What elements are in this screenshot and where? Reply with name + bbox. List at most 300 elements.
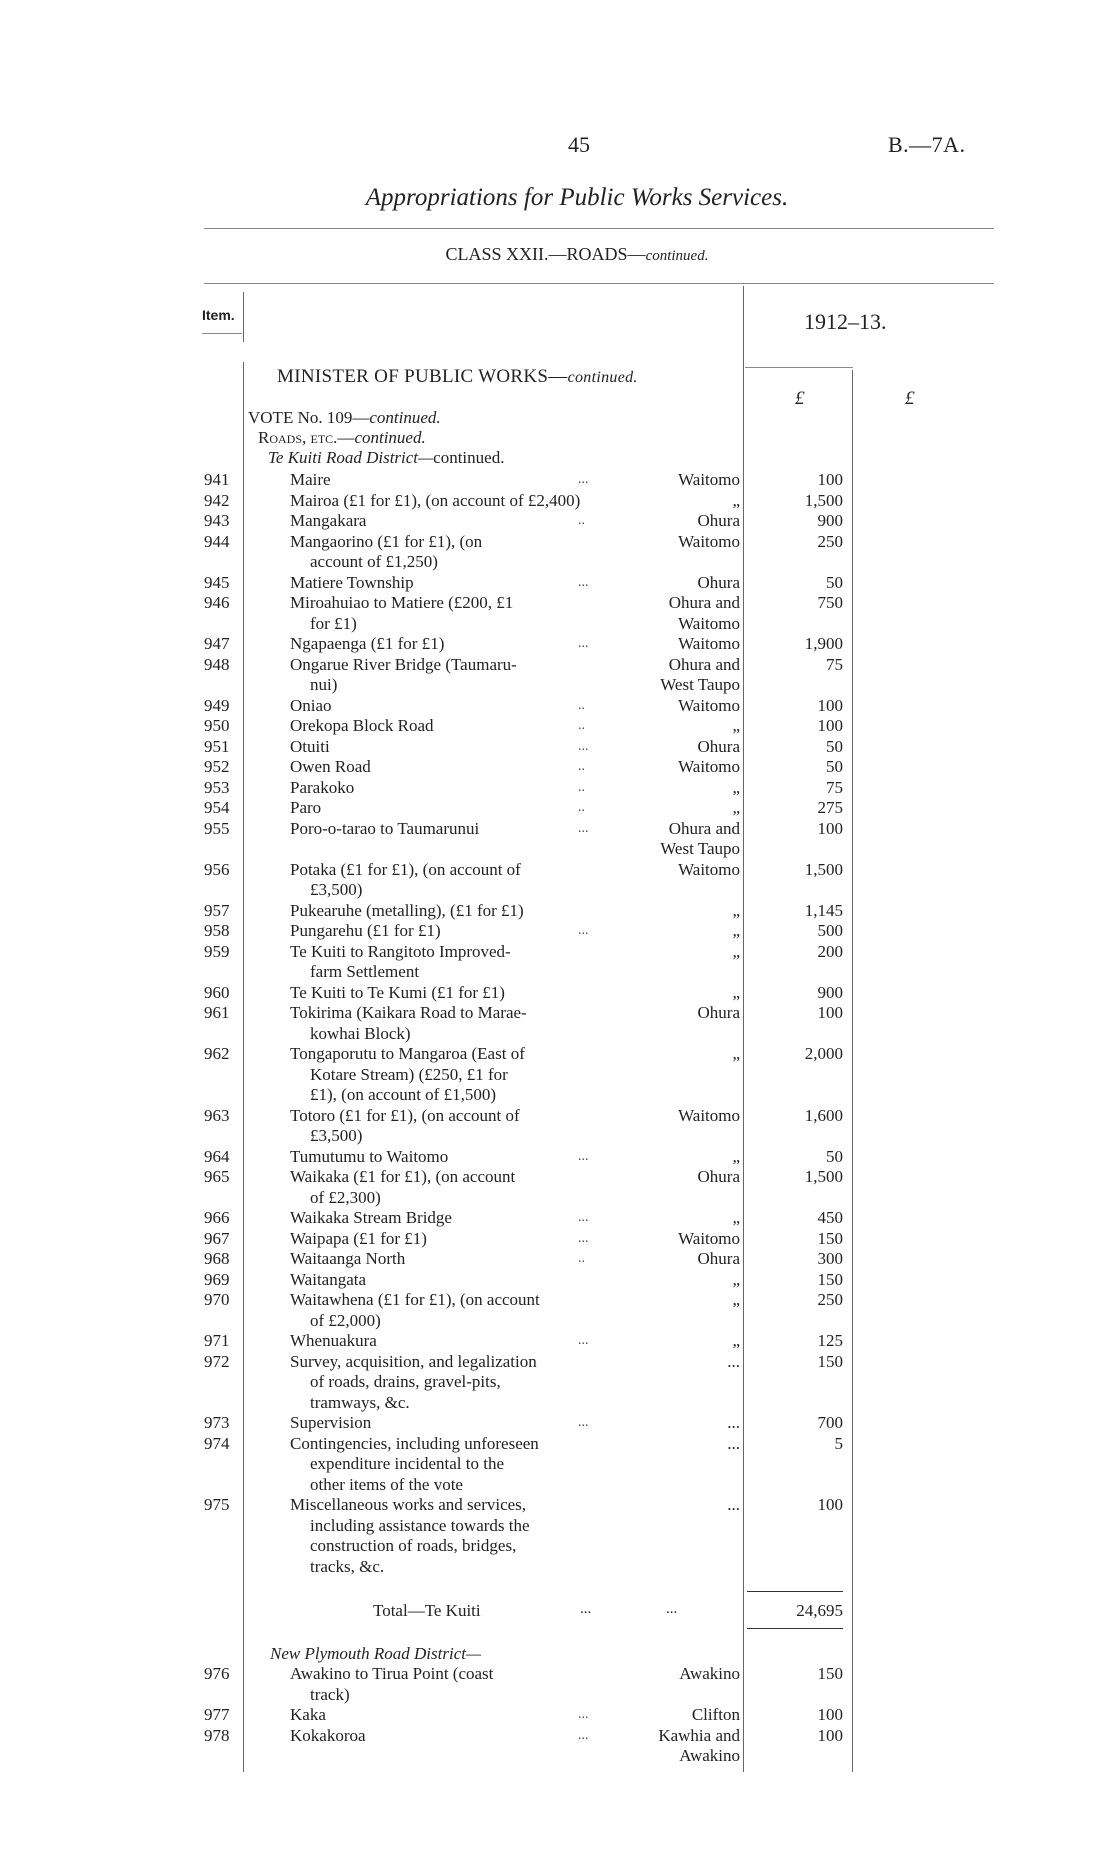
- district-line: „: [732, 900, 740, 920]
- item-amount: 100: [817, 470, 843, 489]
- district-line: Waitomo: [678, 531, 740, 551]
- item-description: [290, 1413, 606, 1434]
- item-district: [620, 901, 740, 922]
- item-number: 976: [204, 1664, 230, 1683]
- description-line: Potaka (£1 for £1), (on account of: [290, 859, 521, 879]
- item-amount: 1,500: [804, 1167, 843, 1186]
- item-number: 964: [204, 1146, 230, 1166]
- item-district: [620, 1270, 740, 1291]
- description-line: track): [310, 1684, 350, 1704]
- description-line: Waitawhena (£1 for £1), (on account: [290, 1290, 540, 1309]
- item-description: [290, 1044, 606, 1106]
- item-district: [620, 921, 740, 942]
- item-district: [620, 1290, 740, 1311]
- item-number: 948: [204, 654, 230, 674]
- item-amount: 1,500: [804, 859, 843, 879]
- leader-dots: ...: [578, 1727, 589, 1743]
- class-heading-continued: continued.: [645, 248, 709, 264]
- item-district: [620, 1044, 740, 1065]
- item-description: [290, 778, 606, 799]
- description-line: Mangakara: [290, 511, 367, 530]
- leader-dots: ..: [578, 697, 585, 713]
- district-heading-text: Te Kuiti Road District—: [268, 448, 434, 467]
- item-number: 942: [204, 490, 230, 510]
- item-number: 967: [204, 1228, 230, 1248]
- item-number: 941: [204, 470, 230, 489]
- item-description: [290, 942, 606, 983]
- description-line: Kokakoroa: [290, 1725, 366, 1745]
- district-line: Ohura: [697, 1003, 740, 1022]
- district-line: „: [732, 941, 740, 961]
- item-amount: 5: [834, 1433, 843, 1453]
- description-line: Pungarehu (£1 for £1): [290, 921, 441, 940]
- description-line: Poro-o-tarao to Taumarunui: [290, 818, 480, 838]
- item-description: [290, 716, 606, 737]
- item-amount: 500: [817, 921, 843, 940]
- item-description: [290, 573, 606, 594]
- item-amount: 100: [817, 1705, 843, 1724]
- item-description: [290, 798, 606, 819]
- description-line: Mangaorino (£1 for £1), (on: [290, 531, 483, 551]
- description-line: Mairoa (£1 for £1), (on account of £2,400): [290, 490, 581, 510]
- item-amount: 900: [817, 982, 843, 1002]
- total-label: Total—Te Kuiti: [373, 1601, 481, 1620]
- district-line: ...: [727, 1433, 740, 1453]
- item-amount: 1,600: [804, 1105, 843, 1125]
- item-district: [620, 1413, 740, 1434]
- leader-dots: ..: [578, 779, 585, 795]
- district-heading-new-plymouth: [270, 1644, 481, 1664]
- item-amount: 100: [817, 818, 843, 838]
- item-description: [290, 1434, 606, 1496]
- amount-column-rule-left: [743, 286, 744, 1772]
- district-line: „: [732, 1146, 740, 1166]
- leader-dots: ..: [578, 759, 585, 774]
- item-column-header: Item.: [202, 307, 235, 323]
- district-line: Waitomo: [678, 634, 740, 653]
- item-district: [620, 1147, 740, 1168]
- item-amount: 275: [817, 798, 843, 817]
- item-amount: 75: [826, 777, 843, 797]
- item-amount: 300: [817, 1249, 843, 1268]
- item-amount: 750: [817, 593, 843, 612]
- item-amount: 50: [826, 757, 843, 776]
- item-description: [290, 1726, 606, 1747]
- item-number: 955: [204, 818, 230, 838]
- district-line: Awakino: [679, 1746, 740, 1765]
- item-header-underline: [202, 333, 242, 334]
- item-number: 958: [204, 921, 230, 940]
- item-description: [290, 1705, 606, 1726]
- leader-dots: ..: [578, 718, 585, 733]
- district-heading-te-kuiti: [268, 448, 504, 468]
- description-line: Te Kuiti to Rangitoto Improved-: [290, 941, 511, 961]
- district-line: Waitomo: [678, 1105, 740, 1125]
- item-column-rule-lower: [243, 362, 244, 1772]
- district-line: ...: [727, 1351, 740, 1371]
- total-leader-dots: ...: [580, 1601, 592, 1617]
- item-district: [620, 1352, 740, 1373]
- district-line: „: [732, 1290, 740, 1309]
- minister-heading-text: MINISTER OF PUBLIC WORKS—: [277, 366, 568, 387]
- item-district: [620, 1664, 740, 1685]
- district-line: Ohura: [697, 736, 740, 756]
- leader-dots: ...: [578, 738, 589, 754]
- description-line: construction of roads, bridges,: [310, 1536, 517, 1555]
- description-line: £3,500): [310, 1126, 363, 1145]
- item-amount: 1,500: [804, 490, 843, 510]
- item-amount: 150: [817, 1664, 843, 1683]
- district-line: Kawhia and: [658, 1725, 740, 1745]
- item-description: [290, 470, 606, 491]
- item-district: [620, 860, 740, 881]
- leader-dots: ...: [578, 923, 589, 938]
- leader-dots: ...: [578, 574, 589, 590]
- item-number: 944: [204, 531, 230, 551]
- district-line: „: [732, 982, 740, 1002]
- item-description: [290, 1208, 606, 1229]
- district-line: Waitomo: [678, 470, 740, 489]
- description-line: Totoro (£1 for £1), (on account of: [290, 1105, 520, 1125]
- item-district: [620, 1495, 740, 1516]
- leader-dots: ...: [578, 1415, 589, 1430]
- item-number: 945: [204, 572, 230, 592]
- roads-heading-text: Roads, etc.—: [258, 428, 355, 447]
- description-line: Miroahuiao to Matiere (£200, £1: [290, 593, 514, 612]
- item-number: 946: [204, 593, 230, 612]
- district-line: Waitomo: [678, 613, 740, 633]
- description-line: Orekopa Block Road: [290, 716, 434, 735]
- description-line: £3,500): [310, 880, 363, 899]
- item-description: [290, 1270, 606, 1291]
- item-district: [620, 798, 740, 819]
- leader-dots: ...: [578, 1707, 589, 1722]
- leader-dots: ..: [578, 800, 585, 815]
- item-number: 963: [204, 1105, 230, 1125]
- item-description: [290, 901, 606, 922]
- item-district: [620, 532, 740, 553]
- item-amount: 50: [826, 572, 843, 592]
- item-description: [290, 634, 606, 655]
- district-line: „: [732, 1044, 740, 1063]
- item-district: [620, 573, 740, 594]
- item-amount: 900: [817, 511, 843, 530]
- item-number: 965: [204, 1167, 230, 1186]
- item-district: [620, 1167, 740, 1188]
- description-line: Owen Road: [290, 757, 371, 776]
- description-line: Waikaka (£1 for £1), (on account: [290, 1167, 516, 1186]
- class-heading: [0, 244, 1114, 265]
- district-heading-continued: continued.: [433, 448, 505, 467]
- item-number: 950: [204, 716, 230, 735]
- total-leader-dots-2: ...: [666, 1601, 678, 1617]
- item-description: [290, 1249, 606, 1270]
- description-line: Awakino to Tirua Point (coast: [290, 1664, 494, 1683]
- description-line: Waitangata: [290, 1269, 367, 1289]
- district-heading-text-2: New Plymouth Road District—: [270, 1644, 482, 1663]
- item-description: [290, 532, 606, 573]
- description-line: Waikaka Stream Bridge: [290, 1208, 452, 1227]
- item-description: [290, 1290, 606, 1331]
- vote-heading: [248, 408, 441, 428]
- leader-dots: ...: [578, 472, 589, 487]
- district-line: „: [732, 777, 740, 797]
- item-district: [620, 1208, 740, 1229]
- item-column-rule: [243, 292, 244, 342]
- item-description: [290, 1352, 606, 1414]
- total-rule-bottom: [747, 1628, 843, 1629]
- description-line: Ngapaenga (£1 for £1): [290, 634, 445, 653]
- item-amount: 700: [817, 1413, 843, 1432]
- district-line: ...: [727, 1495, 740, 1514]
- district-line: Awakino: [679, 1664, 740, 1683]
- item-description: [290, 511, 606, 532]
- district-line: Ohura: [697, 511, 740, 530]
- district-line: West Taupo: [660, 675, 740, 694]
- item-district: [620, 470, 740, 491]
- total-amount: 24,695: [796, 1601, 843, 1620]
- description-line: Contingencies, including unforeseen: [290, 1433, 539, 1453]
- item-district: [620, 1705, 740, 1726]
- district-line: „: [732, 798, 740, 817]
- item-amount: 50: [826, 1146, 843, 1166]
- item-number: 947: [204, 634, 230, 653]
- item-district: [620, 1434, 740, 1455]
- item-description: [290, 983, 606, 1004]
- item-district: [620, 716, 740, 737]
- district-line: „: [732, 490, 740, 510]
- item-amount: 75: [826, 654, 843, 674]
- item-number: 957: [204, 900, 230, 920]
- item-district: [620, 655, 740, 696]
- description-line: Waipapa (£1 for £1): [290, 1228, 427, 1248]
- leader-dots: ...: [578, 1148, 589, 1164]
- description-line: including assistance towards the: [310, 1515, 530, 1535]
- district-line: „: [732, 921, 740, 940]
- item-district: [620, 819, 740, 860]
- description-line: account of £1,250): [310, 552, 438, 571]
- description-line: Paro: [290, 798, 322, 817]
- item-amount: 100: [817, 1003, 843, 1022]
- description-line: Survey, acquisition, and legalization: [290, 1351, 537, 1371]
- description-line: Oniao: [290, 695, 332, 715]
- item-number: 978: [204, 1725, 230, 1745]
- district-line: Waitomo: [678, 695, 740, 715]
- item-district: [620, 593, 740, 634]
- item-district: [620, 1331, 740, 1352]
- item-amount: 1,900: [804, 634, 843, 653]
- leader-dots: ...: [578, 820, 589, 836]
- item-district: [620, 983, 740, 1004]
- leader-dots: ...: [578, 1230, 589, 1246]
- item-description: [290, 860, 606, 901]
- item-district: [620, 1726, 740, 1767]
- item-description: [290, 757, 606, 778]
- item-number: 943: [204, 511, 230, 530]
- item-district: [620, 491, 740, 512]
- district-line: Ohura and: [668, 593, 740, 612]
- description-line: Otuiti: [290, 736, 330, 756]
- item-number: 952: [204, 757, 230, 776]
- item-number: 953: [204, 777, 230, 797]
- item-amount: 100: [817, 716, 843, 735]
- item-amount: 200: [817, 941, 843, 961]
- item-amount: 50: [826, 736, 843, 756]
- item-amount: 150: [817, 1228, 843, 1248]
- description-line: farm Settlement: [310, 962, 420, 981]
- description-line: expenditure incidental to the: [310, 1454, 505, 1473]
- description-line: of roads, drains, gravel-pits,: [310, 1372, 501, 1391]
- description-line: tracks, &c.: [310, 1556, 385, 1576]
- vote-heading-continued: continued.: [369, 408, 441, 427]
- item-number: 949: [204, 695, 230, 715]
- class-heading-text: CLASS XXII.—ROADS—: [445, 244, 646, 264]
- item-description: [290, 1495, 606, 1577]
- leader-dots: ...: [578, 1333, 589, 1348]
- item-district: [620, 1003, 740, 1024]
- description-line: for £1): [310, 613, 357, 633]
- district-line: Ohura and: [668, 818, 740, 838]
- item-district: [620, 757, 740, 778]
- item-district: [620, 634, 740, 655]
- item-amount: 100: [817, 1725, 843, 1745]
- district-line: Waitomo: [678, 859, 740, 879]
- district-line: Ohura: [697, 572, 740, 592]
- page-title: Appropriations for Public Works Services.: [365, 184, 789, 211]
- item-district: [620, 737, 740, 758]
- description-line: Supervision: [290, 1413, 372, 1432]
- item-amount: 150: [817, 1351, 843, 1371]
- item-number: 977: [204, 1705, 230, 1724]
- currency-symbol-col1: £: [795, 388, 805, 409]
- item-description: [290, 819, 606, 840]
- item-number: 962: [204, 1044, 230, 1063]
- item-description: [290, 1229, 606, 1250]
- description-line: Whenuakura: [290, 1331, 377, 1350]
- item-number: 969: [204, 1269, 230, 1289]
- district-line: Waitomo: [678, 757, 740, 776]
- item-number: 974: [204, 1433, 230, 1453]
- amount-column-rule-right: [852, 370, 853, 1772]
- description-line: Matiere Township: [290, 572, 414, 592]
- item-description: [290, 1003, 606, 1044]
- item-description: [290, 593, 606, 634]
- item-district: [620, 1229, 740, 1250]
- description-line: Kaka: [290, 1705, 326, 1724]
- item-description: [290, 696, 606, 717]
- district-line: ...: [727, 1413, 740, 1432]
- leader-dots: ...: [578, 1210, 589, 1225]
- description-line: of £2,000): [310, 1310, 381, 1330]
- description-line: nui): [310, 675, 338, 694]
- item-description: [290, 1331, 606, 1352]
- title-rule: [204, 228, 994, 229]
- district-line: Ohura and: [668, 654, 740, 674]
- leader-dots: ...: [578, 636, 589, 651]
- item-description: [290, 1147, 606, 1168]
- description-line: Te Kuiti to Te Kumi (£1 for £1): [290, 982, 505, 1002]
- item-number: 960: [204, 982, 230, 1002]
- district-line: Clifton: [691, 1705, 740, 1724]
- item-district: [620, 1249, 740, 1270]
- roads-heading: [258, 428, 426, 448]
- description-line: Tumutumu to Waitomo: [290, 1146, 449, 1166]
- item-amount: 250: [817, 531, 843, 551]
- description-line: Waitaanga North: [290, 1249, 406, 1268]
- description-line: Maire: [290, 470, 331, 489]
- description-line: Kotare Stream) (£250, £1 for: [310, 1064, 508, 1084]
- description-line: Miscellaneous works and services,: [290, 1495, 527, 1514]
- district-line: „: [732, 1269, 740, 1289]
- total-rule-top: [747, 1591, 843, 1592]
- item-amount: 450: [817, 1208, 843, 1227]
- year-header-underline: [745, 367, 853, 368]
- item-district: [620, 696, 740, 717]
- item-description: [290, 1664, 606, 1705]
- item-district: [620, 942, 740, 963]
- item-number: 973: [204, 1413, 230, 1432]
- page-number: 45: [568, 132, 590, 157]
- item-district: [620, 1106, 740, 1127]
- district-line: Waitomo: [678, 1228, 740, 1248]
- item-description: [290, 491, 606, 512]
- item-amount: 100: [817, 1495, 843, 1514]
- district-line: „: [732, 716, 740, 735]
- item-description: [290, 1167, 606, 1208]
- document-reference: B.—7A.: [888, 132, 966, 157]
- item-amount: 250: [817, 1290, 843, 1309]
- description-line: of £2,300): [310, 1187, 381, 1207]
- item-amount: 125: [817, 1331, 843, 1350]
- description-line: Tongaporutu to Mangaroa (East of: [290, 1044, 525, 1063]
- item-number: 951: [204, 736, 230, 756]
- item-description: [290, 737, 606, 758]
- description-line: Parakoko: [290, 777, 355, 797]
- item-amount: 2,000: [804, 1044, 843, 1063]
- item-number: 970: [204, 1290, 230, 1309]
- district-line: „: [732, 1331, 740, 1350]
- district-line: West Taupo: [660, 839, 740, 858]
- minister-heading-continued: continued.: [567, 369, 638, 386]
- item-description: [290, 921, 606, 942]
- district-line: „: [732, 1208, 740, 1227]
- item-amount: 100: [817, 695, 843, 715]
- description-line: kowhai Block): [310, 1023, 411, 1043]
- description-line: £1), (on account of £1,500): [310, 1085, 497, 1104]
- description-line: Ongarue River Bridge (Taumaru-: [290, 654, 517, 674]
- description-line: Tokirima (Kaikara Road to Marae-: [290, 1003, 527, 1022]
- item-district: [620, 511, 740, 532]
- item-number: 971: [204, 1331, 230, 1350]
- district-line: Ohura: [697, 1167, 740, 1186]
- district-line: Ohura: [697, 1249, 740, 1268]
- item-description: [290, 1106, 606, 1147]
- item-number: 975: [204, 1495, 230, 1514]
- item-amount: 1,145: [804, 900, 843, 920]
- item-number: 961: [204, 1003, 230, 1022]
- item-number: 954: [204, 798, 230, 817]
- currency-symbol-col2: £: [905, 388, 915, 409]
- year-column-header: 1912–13.: [804, 309, 887, 334]
- item-number: 956: [204, 859, 230, 879]
- item-description: [290, 655, 606, 696]
- item-number: 972: [204, 1351, 230, 1371]
- item-amount: 150: [817, 1269, 843, 1289]
- item-district: [620, 778, 740, 799]
- item-number: 959: [204, 941, 230, 961]
- heading-rule: [204, 283, 994, 284]
- vote-heading-text: VOTE No. 109—: [248, 408, 370, 427]
